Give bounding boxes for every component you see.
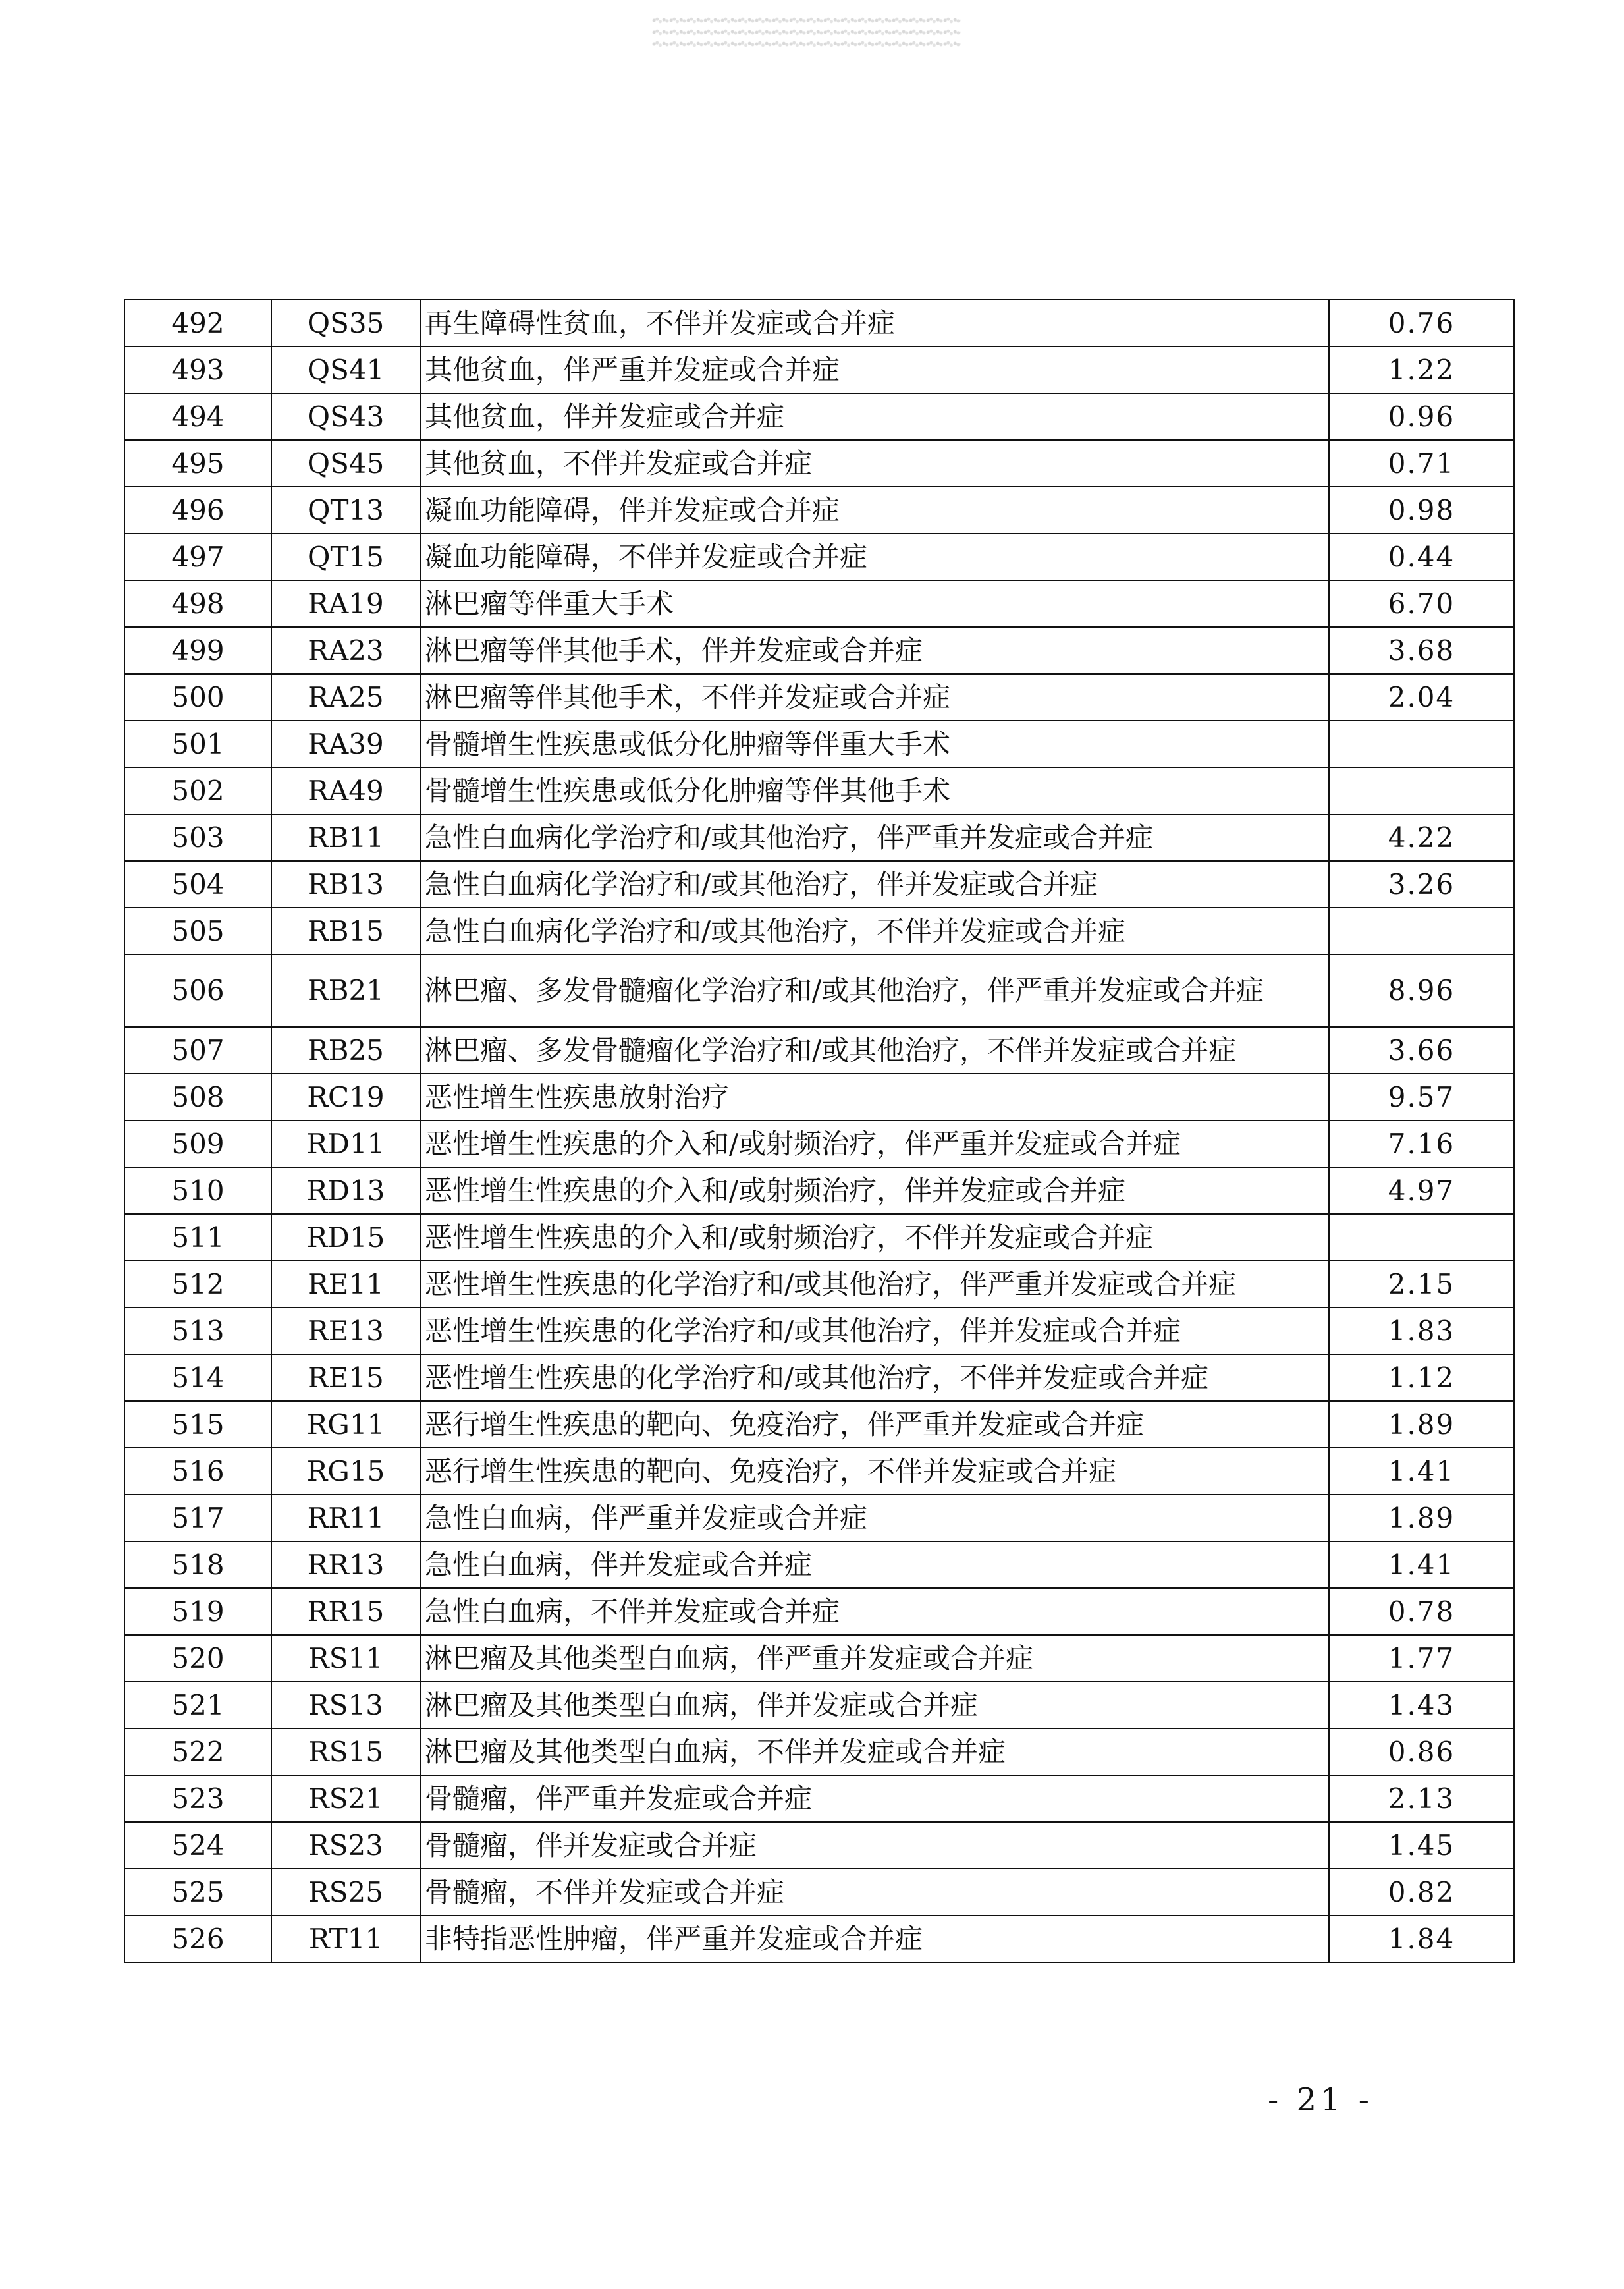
drg-name-cell: 淋巴瘤及其他类型白血病，伴并发症或合并症 [420, 1682, 1329, 1728]
relative-weight-cell: 8.96 [1329, 954, 1514, 1027]
table-row [124, 1074, 1514, 1120]
relative-weight-cell: 0.44 [1329, 534, 1514, 580]
row-index-cell: 497 [124, 534, 271, 580]
relative-weight-cell: 1.41 [1329, 1541, 1514, 1588]
row-index-cell: 519 [124, 1588, 271, 1635]
relative-weight-cell: 4.22 [1329, 814, 1514, 861]
drg-code-cell: RA25 [271, 674, 420, 721]
row-index-cell: 501 [124, 721, 271, 767]
table-row [124, 580, 1514, 627]
drg-name-cell: 恶行增生性疾患的靶向、免疫治疗，伴严重并发症或合并症 [420, 1401, 1329, 1448]
drg-name-cell: 恶性增生性疾患的介入和/或射频治疗，不伴并发症或合并症 [420, 1214, 1329, 1261]
table-row [124, 814, 1514, 861]
relative-weight-cell: 3.26 [1329, 861, 1514, 908]
drg-code-cell: RS21 [271, 1775, 420, 1822]
row-index-cell: 525 [124, 1869, 271, 1916]
row-index-cell: 521 [124, 1682, 271, 1728]
page-number: - 21 - [1267, 2082, 1374, 2118]
drg-code-cell: RG11 [271, 1401, 420, 1448]
relative-weight-cell: 0.96 [1329, 393, 1514, 440]
drg-code-cell: QS45 [271, 440, 420, 487]
drg-name-cell: 其他贫血，不伴并发症或合并症 [420, 440, 1329, 487]
relative-weight-cell: 6.70 [1329, 580, 1514, 627]
drg-name-cell: 淋巴瘤等伴重大手术 [420, 580, 1329, 627]
relative-weight-cell: 0.71 [1329, 440, 1514, 487]
drg-name-cell: 急性白血病，伴并发症或合并症 [420, 1541, 1329, 1588]
relative-weight-cell: 0.86 [1329, 1728, 1514, 1775]
drg-name-cell: 淋巴瘤等伴其他手术，不伴并发症或合并症 [420, 674, 1329, 721]
drg-code-cell: RG15 [271, 1448, 420, 1495]
drg-code-cell: RS23 [271, 1822, 420, 1869]
relative-weight-cell: 4.97 [1329, 1167, 1514, 1214]
row-index-cell: 500 [124, 674, 271, 721]
relative-weight-cell: 1.45 [1329, 1822, 1514, 1869]
relative-weight-cell: 1.83 [1329, 1308, 1514, 1354]
row-index-cell: 518 [124, 1541, 271, 1588]
table-row [124, 1167, 1514, 1214]
row-index-cell: 516 [124, 1448, 271, 1495]
drg-name-cell: 凝血功能障碍，伴并发症或合并症 [420, 487, 1329, 534]
drg-code-cell: RA49 [271, 767, 420, 814]
drg-name-cell: 急性白血病，不伴并发症或合并症 [420, 1588, 1329, 1635]
table-row [124, 1120, 1514, 1167]
drg-name-cell: 恶性增生性疾患的化学治疗和/或其他治疗，伴并发症或合并症 [420, 1308, 1329, 1354]
drg-code-cell: RD13 [271, 1167, 420, 1214]
drg-name-cell: 其他贫血，伴严重并发症或合并症 [420, 346, 1329, 393]
table-row [124, 1916, 1514, 1962]
drg-code-cell: RE15 [271, 1354, 420, 1401]
drg-weight-table [124, 299, 1515, 1963]
table-row [124, 1448, 1514, 1495]
drg-code-cell: QT13 [271, 487, 420, 534]
relative-weight-cell: 3.68 [1329, 627, 1514, 674]
relative-weight-cell: 1.22 [1329, 346, 1514, 393]
relative-weight-cell: 1.84 [1329, 1916, 1514, 1962]
row-index-cell: 513 [124, 1308, 271, 1354]
table-row [124, 954, 1514, 1027]
drg-code-cell: RA39 [271, 721, 420, 767]
row-index-cell: 517 [124, 1495, 271, 1541]
row-index-cell: 504 [124, 861, 271, 908]
drg-code-cell: RR15 [271, 1588, 420, 1635]
drg-name-cell: 淋巴瘤等伴其他手术，伴并发症或合并症 [420, 627, 1329, 674]
table-row [124, 487, 1514, 534]
drg-name-cell: 淋巴瘤及其他类型白血病，不伴并发症或合并症 [420, 1728, 1329, 1775]
drg-code-cell: RA19 [271, 580, 420, 627]
table-row [124, 861, 1514, 908]
drg-code-cell: RB21 [271, 954, 420, 1027]
table-row [124, 1261, 1514, 1308]
row-index-cell: 498 [124, 580, 271, 627]
drg-code-cell: RR13 [271, 1541, 420, 1588]
row-index-cell: 509 [124, 1120, 271, 1167]
drg-name-cell: 骨髓瘤，不伴并发症或合并症 [420, 1869, 1329, 1916]
drg-name-cell: 淋巴瘤、多发骨髓瘤化学治疗和/或其他治疗，伴严重并发症或合并症 [420, 954, 1329, 1027]
drg-name-cell: 恶性增生性疾患的化学治疗和/或其他治疗，伴严重并发症或合并症 [420, 1261, 1329, 1308]
row-index-cell: 510 [124, 1167, 271, 1214]
relative-weight-cell: 2.13 [1329, 1775, 1514, 1822]
drg-code-cell: QT15 [271, 534, 420, 580]
row-index-cell: 492 [124, 300, 271, 346]
relative-weight-cell: 1.89 [1329, 1495, 1514, 1541]
drg-code-cell: RR11 [271, 1495, 420, 1541]
drg-name-cell: 骨髓增生性疾患或低分化肿瘤等伴重大手术 [420, 721, 1329, 767]
table-row [124, 1214, 1514, 1261]
row-index-cell: 524 [124, 1822, 271, 1869]
row-index-cell: 512 [124, 1261, 271, 1308]
table-row [124, 1588, 1514, 1635]
table-row [124, 1027, 1514, 1074]
drg-code-cell: QS41 [271, 346, 420, 393]
drg-code-cell: RS25 [271, 1869, 420, 1916]
relative-weight-cell: 9.57 [1329, 1074, 1514, 1120]
row-index-cell: 503 [124, 814, 271, 861]
drg-code-cell: RB25 [271, 1027, 420, 1074]
table-row [124, 1822, 1514, 1869]
row-index-cell: 506 [124, 954, 271, 1027]
table-row [124, 721, 1514, 767]
drg-name-cell: 急性白血病化学治疗和/或其他治疗，伴严重并发症或合并症 [420, 814, 1329, 861]
relative-weight-cell [1329, 721, 1514, 767]
table-row [124, 1495, 1514, 1541]
table-row [124, 393, 1514, 440]
drg-name-cell: 恶性增生性疾患放射治疗 [420, 1074, 1329, 1120]
row-index-cell: 514 [124, 1354, 271, 1401]
relative-weight-cell [1329, 908, 1514, 954]
drg-name-cell: 再生障碍性贫血，不伴并发症或合并症 [420, 300, 1329, 346]
row-index-cell: 522 [124, 1728, 271, 1775]
drg-name-cell: 淋巴瘤、多发骨髓瘤化学治疗和/或其他治疗，不伴并发症或合并症 [420, 1027, 1329, 1074]
relative-weight-cell: 0.82 [1329, 1869, 1514, 1916]
table-row [124, 1354, 1514, 1401]
drg-name-cell: 其他贫血，伴并发症或合并症 [420, 393, 1329, 440]
drg-name-cell: 非特指恶性肿瘤，伴严重并发症或合并症 [420, 1916, 1329, 1962]
drg-code-cell: RA23 [271, 627, 420, 674]
drg-code-cell: RS15 [271, 1728, 420, 1775]
relative-weight-cell: 7.16 [1329, 1120, 1514, 1167]
table-row [124, 767, 1514, 814]
table-row [124, 1682, 1514, 1728]
relative-weight-cell [1329, 1214, 1514, 1261]
header-scan-smudge [652, 14, 961, 51]
relative-weight-cell [1329, 767, 1514, 814]
table-row [124, 1635, 1514, 1682]
table-row [124, 674, 1514, 721]
table-row [124, 440, 1514, 487]
row-index-cell: 495 [124, 440, 271, 487]
relative-weight-cell: 0.98 [1329, 487, 1514, 534]
row-index-cell: 496 [124, 487, 271, 534]
drg-name-cell: 恶行增生性疾患的靶向、免疫治疗，不伴并发症或合并症 [420, 1448, 1329, 1495]
table-body [124, 300, 1514, 1962]
drg-code-cell: RE13 [271, 1308, 420, 1354]
drg-name-cell: 凝血功能障碍，不伴并发症或合并症 [420, 534, 1329, 580]
row-index-cell: 526 [124, 1916, 271, 1962]
row-index-cell: 505 [124, 908, 271, 954]
relative-weight-cell: 3.66 [1329, 1027, 1514, 1074]
drg-code-cell: RE11 [271, 1261, 420, 1308]
table-row [124, 534, 1514, 580]
table-row [124, 1308, 1514, 1354]
drg-code-cell: RB15 [271, 908, 420, 954]
drg-code-cell: RB13 [271, 861, 420, 908]
row-index-cell: 493 [124, 346, 271, 393]
drg-name-cell: 恶性增生性疾患的介入和/或射频治疗，伴并发症或合并症 [420, 1167, 1329, 1214]
table-row [124, 1869, 1514, 1916]
drg-name-cell: 骨髓瘤，伴严重并发症或合并症 [420, 1775, 1329, 1822]
drg-name-cell: 骨髓瘤，伴并发症或合并症 [420, 1822, 1329, 1869]
drg-code-cell: RD11 [271, 1120, 420, 1167]
relative-weight-cell: 1.89 [1329, 1401, 1514, 1448]
table-row [124, 908, 1514, 954]
drg-name-cell: 恶性增生性疾患的化学治疗和/或其他治疗，不伴并发症或合并症 [420, 1354, 1329, 1401]
drg-name-cell: 恶性增生性疾患的介入和/或射频治疗，伴严重并发症或合并症 [420, 1120, 1329, 1167]
drg-code-cell: RT11 [271, 1916, 420, 1962]
row-index-cell: 523 [124, 1775, 271, 1822]
table-row [124, 1775, 1514, 1822]
relative-weight-cell: 2.15 [1329, 1261, 1514, 1308]
drg-code-cell: RD15 [271, 1214, 420, 1261]
relative-weight-cell: 0.76 [1329, 300, 1514, 346]
row-index-cell: 507 [124, 1027, 271, 1074]
table-row [124, 1401, 1514, 1448]
drg-code-cell: RC19 [271, 1074, 420, 1120]
relative-weight-cell: 1.77 [1329, 1635, 1514, 1682]
relative-weight-cell: 1.12 [1329, 1354, 1514, 1401]
drg-code-cell: RS11 [271, 1635, 420, 1682]
table-row [124, 300, 1514, 346]
table-row [124, 1728, 1514, 1775]
drg-name-cell: 骨髓增生性疾患或低分化肿瘤等伴其他手术 [420, 767, 1329, 814]
drg-name-cell: 急性白血病化学治疗和/或其他治疗，不伴并发症或合并症 [420, 908, 1329, 954]
drg-name-cell: 急性白血病化学治疗和/或其他治疗，伴并发症或合并症 [420, 861, 1329, 908]
relative-weight-cell: 1.41 [1329, 1448, 1514, 1495]
row-index-cell: 520 [124, 1635, 271, 1682]
row-index-cell: 494 [124, 393, 271, 440]
drg-code-cell: RS13 [271, 1682, 420, 1728]
drg-code-cell: RB11 [271, 814, 420, 861]
row-index-cell: 508 [124, 1074, 271, 1120]
relative-weight-cell: 0.78 [1329, 1588, 1514, 1635]
relative-weight-cell: 2.04 [1329, 674, 1514, 721]
drg-code-cell: QS43 [271, 393, 420, 440]
row-index-cell: 515 [124, 1401, 271, 1448]
row-index-cell: 502 [124, 767, 271, 814]
drg-code-cell: QS35 [271, 300, 420, 346]
drg-name-cell: 急性白血病，伴严重并发症或合并症 [420, 1495, 1329, 1541]
row-index-cell: 499 [124, 627, 271, 674]
row-index-cell: 511 [124, 1214, 271, 1261]
relative-weight-cell: 1.43 [1329, 1682, 1514, 1728]
drg-name-cell: 淋巴瘤及其他类型白血病，伴严重并发症或合并症 [420, 1635, 1329, 1682]
table-row [124, 1541, 1514, 1588]
table-row [124, 627, 1514, 674]
table-row [124, 346, 1514, 393]
